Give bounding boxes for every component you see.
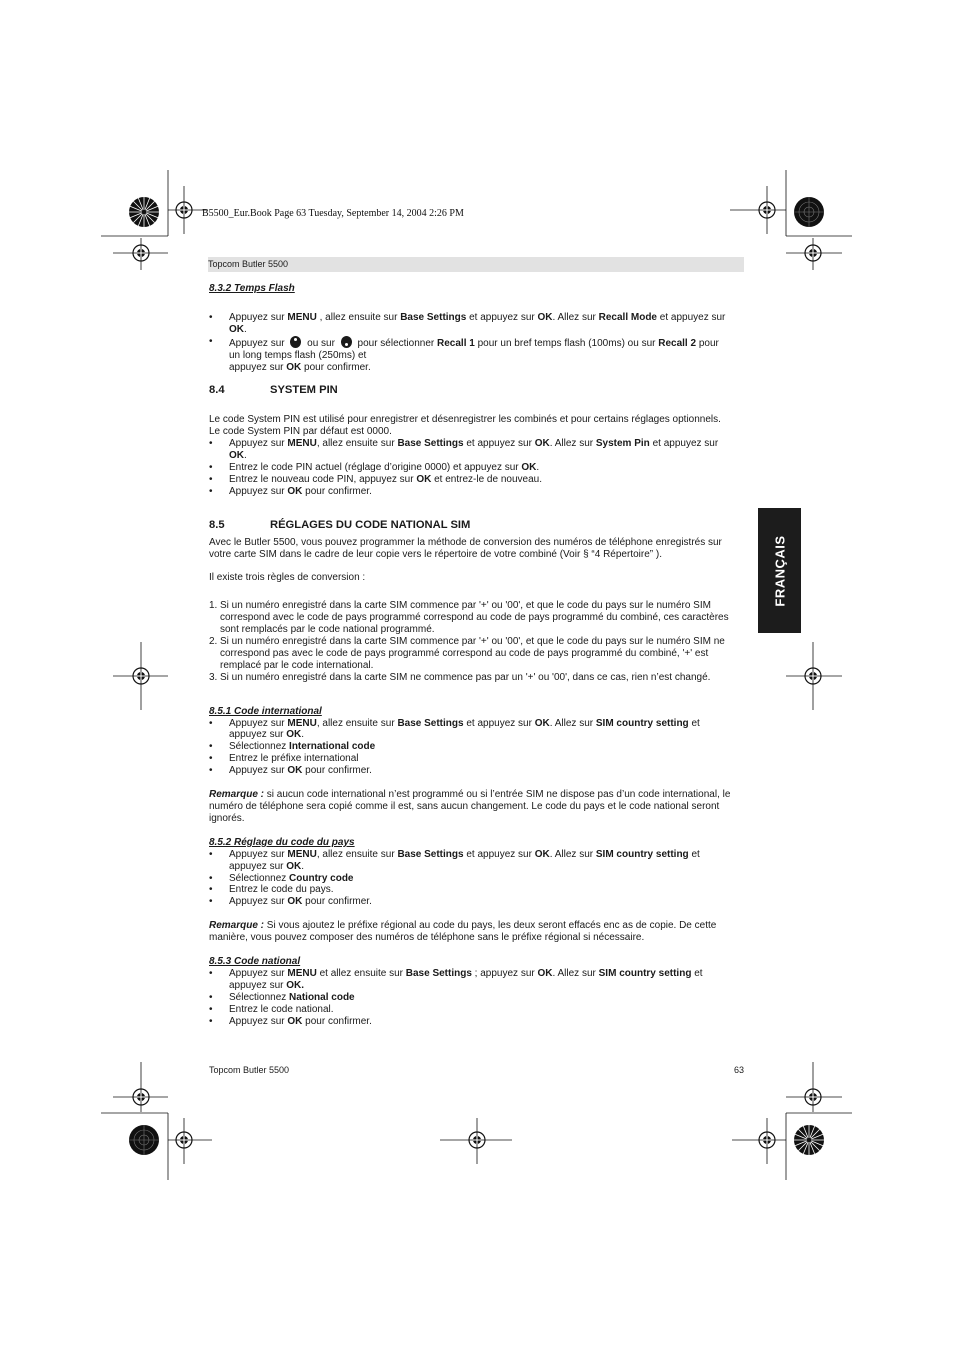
subsection-title-8-3-2: 8.3.2 Temps Flash <box>209 283 295 294</box>
remark: Remarque : si aucun code international n’est programmé ou si l’entrée SIM ne dispose pas d’un code international, le numéro de téléphone sera copié comme il est, sans aucun changement. Le code du pays et le code national seront ignorés. <box>209 789 731 824</box>
list-item: • Appuyez sur MENU, allez ensuite sur Base Settings et appuyez sur OK. Allez sur SIM country setting et appuyez sur OK. <box>209 717 700 741</box>
nav-up-key-icon <box>290 336 301 348</box>
list-item: • Sélectionnez International code <box>209 741 376 753</box>
list-item: • Appuyez sur OK pour confirmer. <box>209 1015 372 1027</box>
header-title: Topcom Butler 5500 <box>208 259 289 269</box>
list-item: • Entrez le nouveau code PIN, appuyez sur OK et entrez-le de nouveau. <box>209 473 542 485</box>
paragraph: Il existe trois règles de conversion : <box>209 572 366 584</box>
section-heading-8-5: 8.5 RÉGLAGES DU CODE NATIONAL SIM <box>209 518 471 531</box>
list-item: • Sélectionnez Country code <box>209 872 354 884</box>
page-number: 63 <box>734 1065 745 1075</box>
subsection-title-8-5-2: 8.5.2 Réglage du code du pays <box>209 836 355 848</box>
list-item: • Appuyez sur OK pour confirmer. <box>209 485 372 497</box>
paragraph: votre carte SIM dans le cadre de leur copie vers le répertoire de votre combiné (Voir § “4 Répertoire” ). <box>209 548 662 560</box>
list-item: • Entrez le code PIN actuel (réglage d’origine 0000) et appuyez sur OK. <box>209 461 540 473</box>
list-item: • Appuyez sur MENU, allez ensuite sur Base Settings et appuyez sur OK. Allez sur System Pin et appuyez sur OK. <box>209 438 719 462</box>
list-item: • Entrez le préfixe international <box>209 753 359 765</box>
running-header <box>208 257 744 272</box>
list-item: • Appuyez sur MENU , allez ensuite sur Base Settings et appuyez sur OK. Allez sur Recall Mode et appuyez sur OK. <box>209 311 726 335</box>
list-item: • Appuyez sur MENU, allez ensuite sur Base Settings et appuyez sur OK. Allez sur SIM country setting et appuyez sur OK. <box>209 848 700 872</box>
paragraph: Le code System PIN est utilisé pour enregistrer et désenregistrer les combinés et pour certains réglages optionnels. <box>209 414 721 426</box>
list-item: • Sélectionnez National code <box>209 991 355 1003</box>
list-item: • Appuyez sur MENU et allez ensuite sur Base Settings ; appuyez sur OK. Allez sur SIM country setting et appuyez sur OK. <box>209 967 703 991</box>
language-tab <box>758 508 801 633</box>
numbered-item: 1. Si un numéro enregistré dans la carte SIM commence par '+' ou '00', et que le code du pays sur le numéro SIM correspond avec le code de pays programmé correspond au code de pays programmé du combiné, ces caractères sont remplacés par le code national programmé. <box>209 600 729 636</box>
list-item: • Entrez le code du pays. <box>209 884 334 896</box>
print-info-line: B5500_Eur.Book Page 63 Tuesday, September 14, 2004 2:26 PM <box>202 208 464 219</box>
list-item: • Appuyez sur OK pour confirmer. <box>209 896 372 908</box>
numbered-item: 3. Si un numéro enregistré dans la carte SIM ne commence pas par un '+' ou '00', dans ce cas, rien n’est changé. <box>209 671 711 683</box>
paragraph: Le code System PIN par défaut est 0000. <box>209 426 392 438</box>
numbered-item: 2. Si un numéro enregistré dans la carte SIM commence par '+' ou '00', et que le code du pays sur le numéro SIM ne correspond pas avec le code de pays programmé correspond au code de pays programmé du combiné, '+' est remplacé par le code international. <box>209 636 725 671</box>
page-content <box>209 283 745 1028</box>
subsection-title-8-5-1: 8.5.1 Code international <box>209 705 322 717</box>
nav-down-key-icon <box>341 336 352 348</box>
list-item: • Appuyez sur OK pour confirmer. <box>209 765 372 777</box>
subsection-title-8-5-3: 8.5.3 Code national <box>209 956 301 968</box>
language-tab-label: FRANÇAIS <box>772 534 787 607</box>
section-heading-8-4: 8.4 SYSTEM PIN <box>209 384 338 397</box>
list-item: • Entrez le code national. <box>209 1003 334 1015</box>
remark: Remarque : Si vous ajoutez le préfixe régional au code du pays, les deux seront effacés enc as de copie. De cette manière, vous pouvez composer des numéros de téléphone sans le préfixe régional si nécessaire. <box>209 920 717 944</box>
list-item: • Appuyez sur ou sur pour sélectionner Recall 1 pour un bref temps flash (100ms) ou sur Recall 2 pour un long temps flash (250ms) et appuyez sur OK pour confirmer. <box>209 335 719 373</box>
paragraph: Avec le Butler 5500, vous pouvez programmer la méthode de conversion des numéros de téléphone enregistrés sur <box>209 536 722 548</box>
footer-title: Topcom Butler 5500 <box>209 1065 290 1075</box>
